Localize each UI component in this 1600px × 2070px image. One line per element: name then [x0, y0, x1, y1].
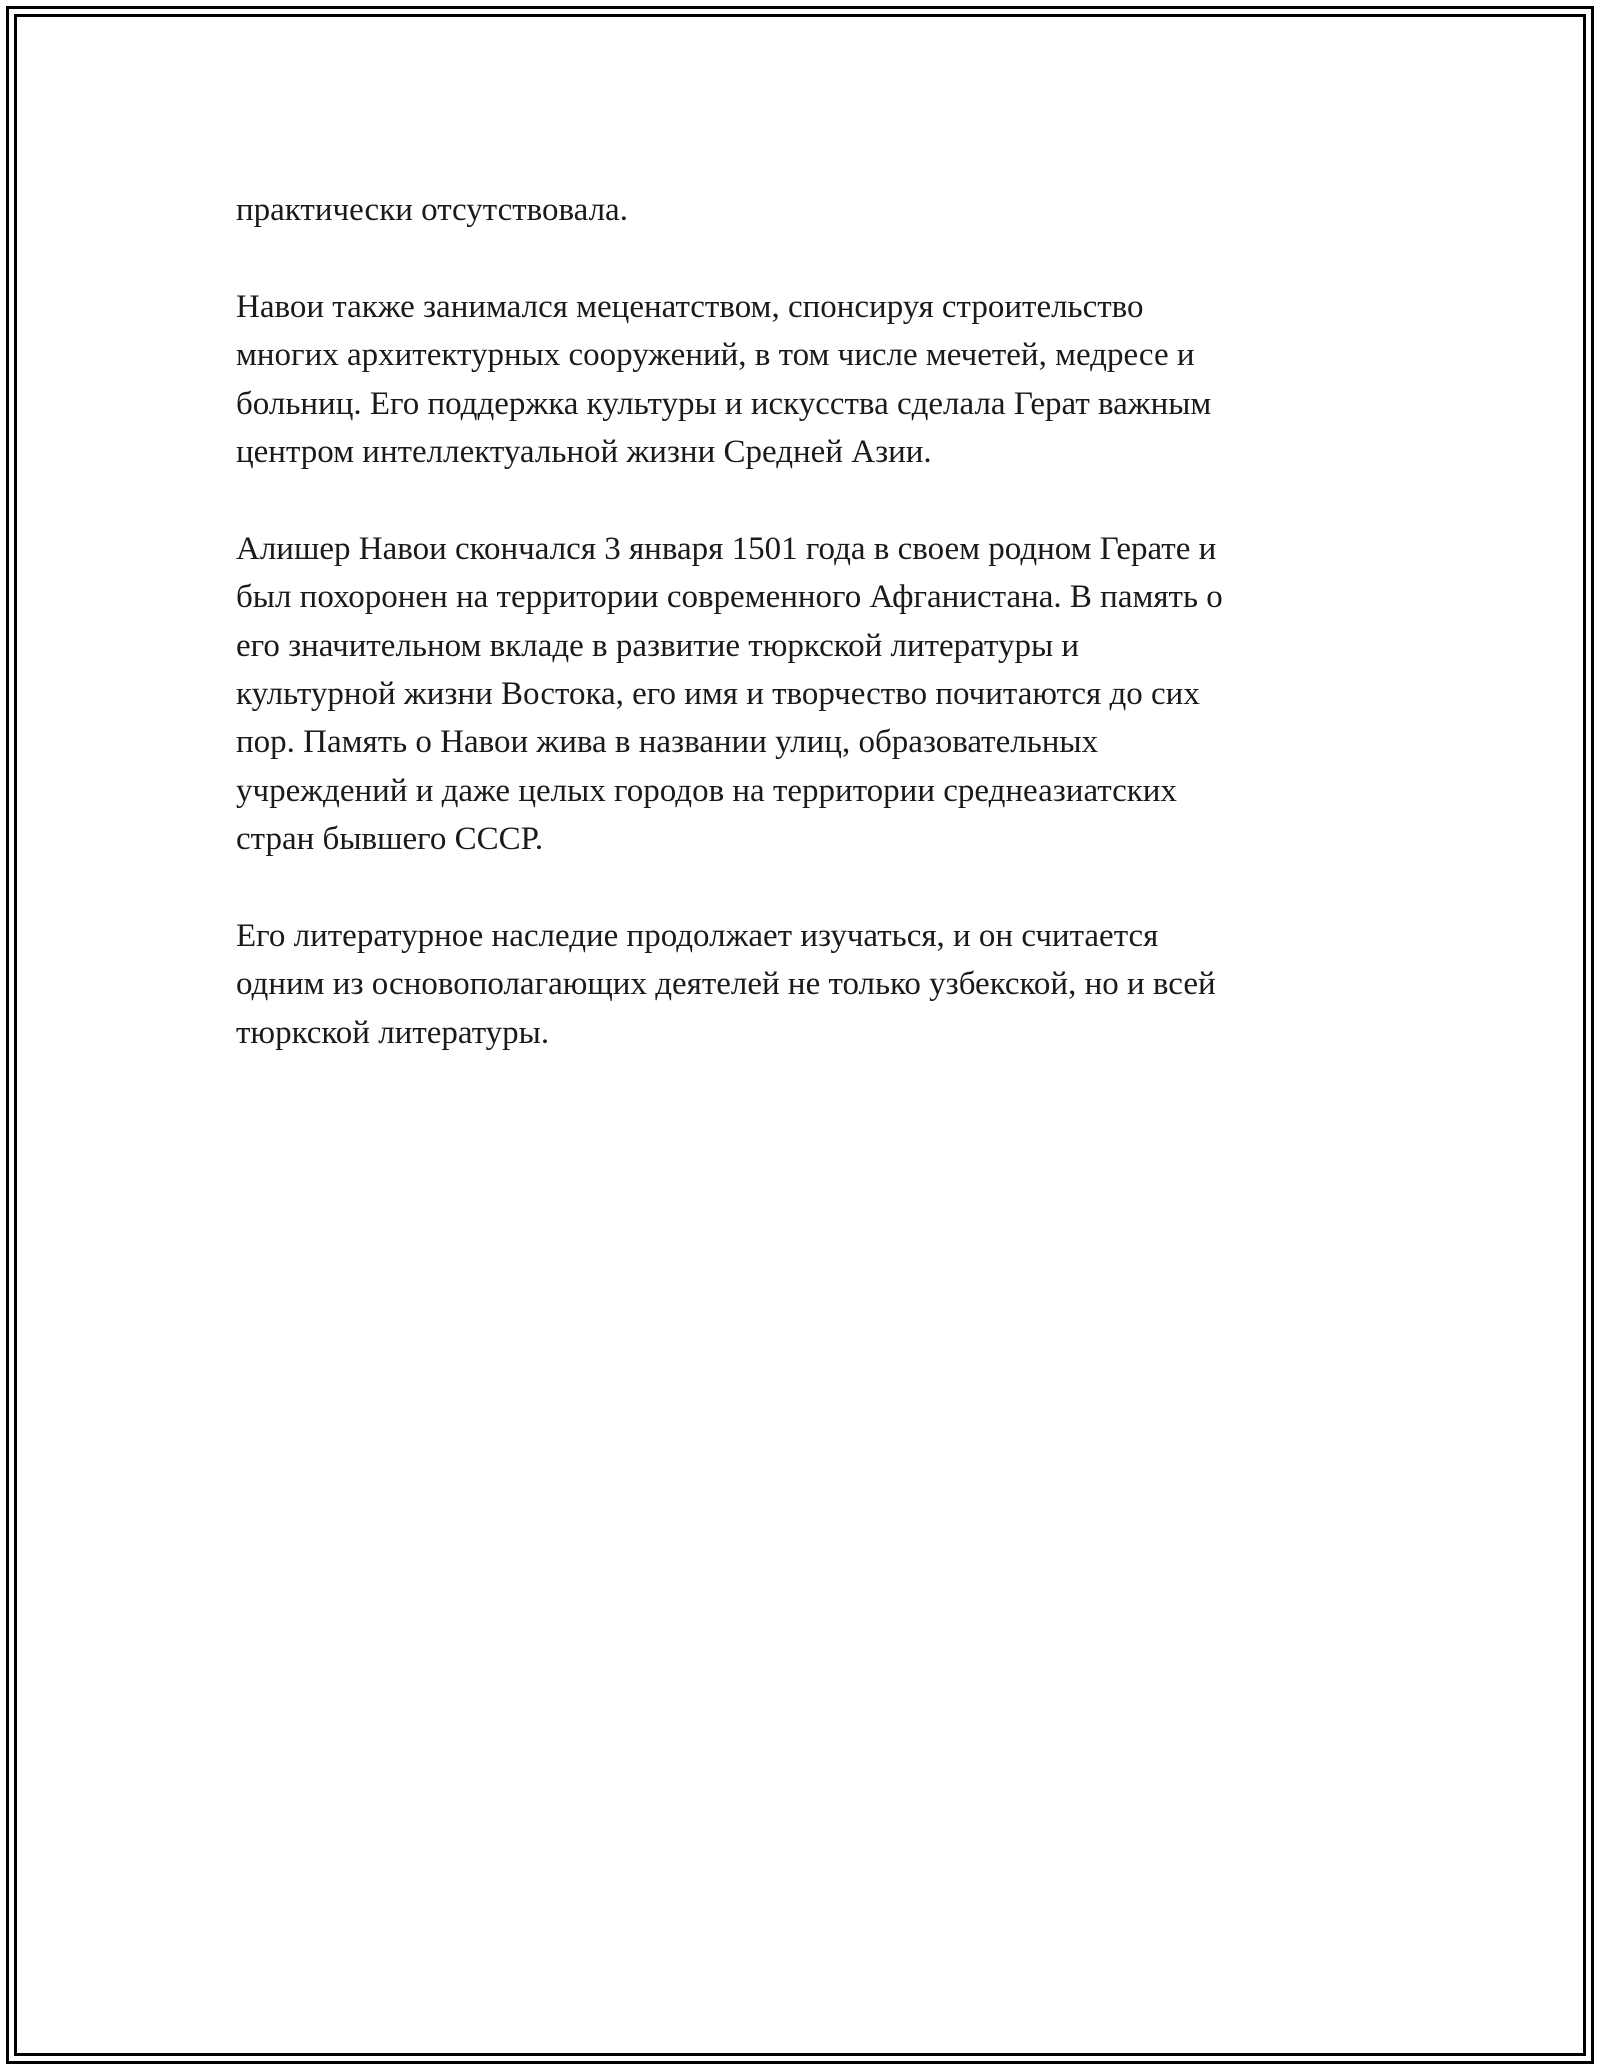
paragraph-2: [236, 283, 1376, 477]
text-line: Его литературное наследие продолжает изучаться, и он считается: [236, 918, 1159, 955]
text-line: его значительном вкладе в развитие тюркской литературы и: [236, 627, 1080, 664]
text-line: культурной жизни Востока, его имя и творчество почитаются до сих: [236, 676, 1200, 713]
text-line: тюркской литературы.: [236, 1014, 550, 1051]
text-line: центром интеллектуальной жизни Средней Азии.: [236, 434, 932, 471]
document-body: [236, 186, 1376, 1106]
text-line: Алишер Навои скончался 3 января 1501 года в своем родном Герате и: [236, 530, 1217, 567]
text-line: многих архитектурных сооружений, в том числе мечетей, медресе и: [236, 337, 1195, 374]
text-line: учреждений и даже целых городов на территории среднеазиатских: [236, 772, 1177, 809]
text-line: практически отсутствовала.: [236, 192, 628, 228]
paragraph-3: [236, 525, 1376, 864]
text-line: был похоронен на территории современного Афганистана. В память о: [236, 579, 1223, 616]
paragraph-4: [236, 912, 1376, 1057]
paragraph-1: [236, 186, 1376, 234]
text-line: Навои также занимался меценатством, спонсируя строительство: [236, 288, 1144, 325]
text-line: стран бывшего СССР.: [236, 821, 544, 858]
text-line: больниц. Его поддержка культуры и искусства сделала Герат важным: [236, 385, 1212, 422]
text-line: одним из основополагающих деятелей не только узбекской, но и всей: [236, 966, 1216, 1003]
text-line: пор. Память о Навои жива в названии улиц, образовательных: [236, 724, 1099, 761]
